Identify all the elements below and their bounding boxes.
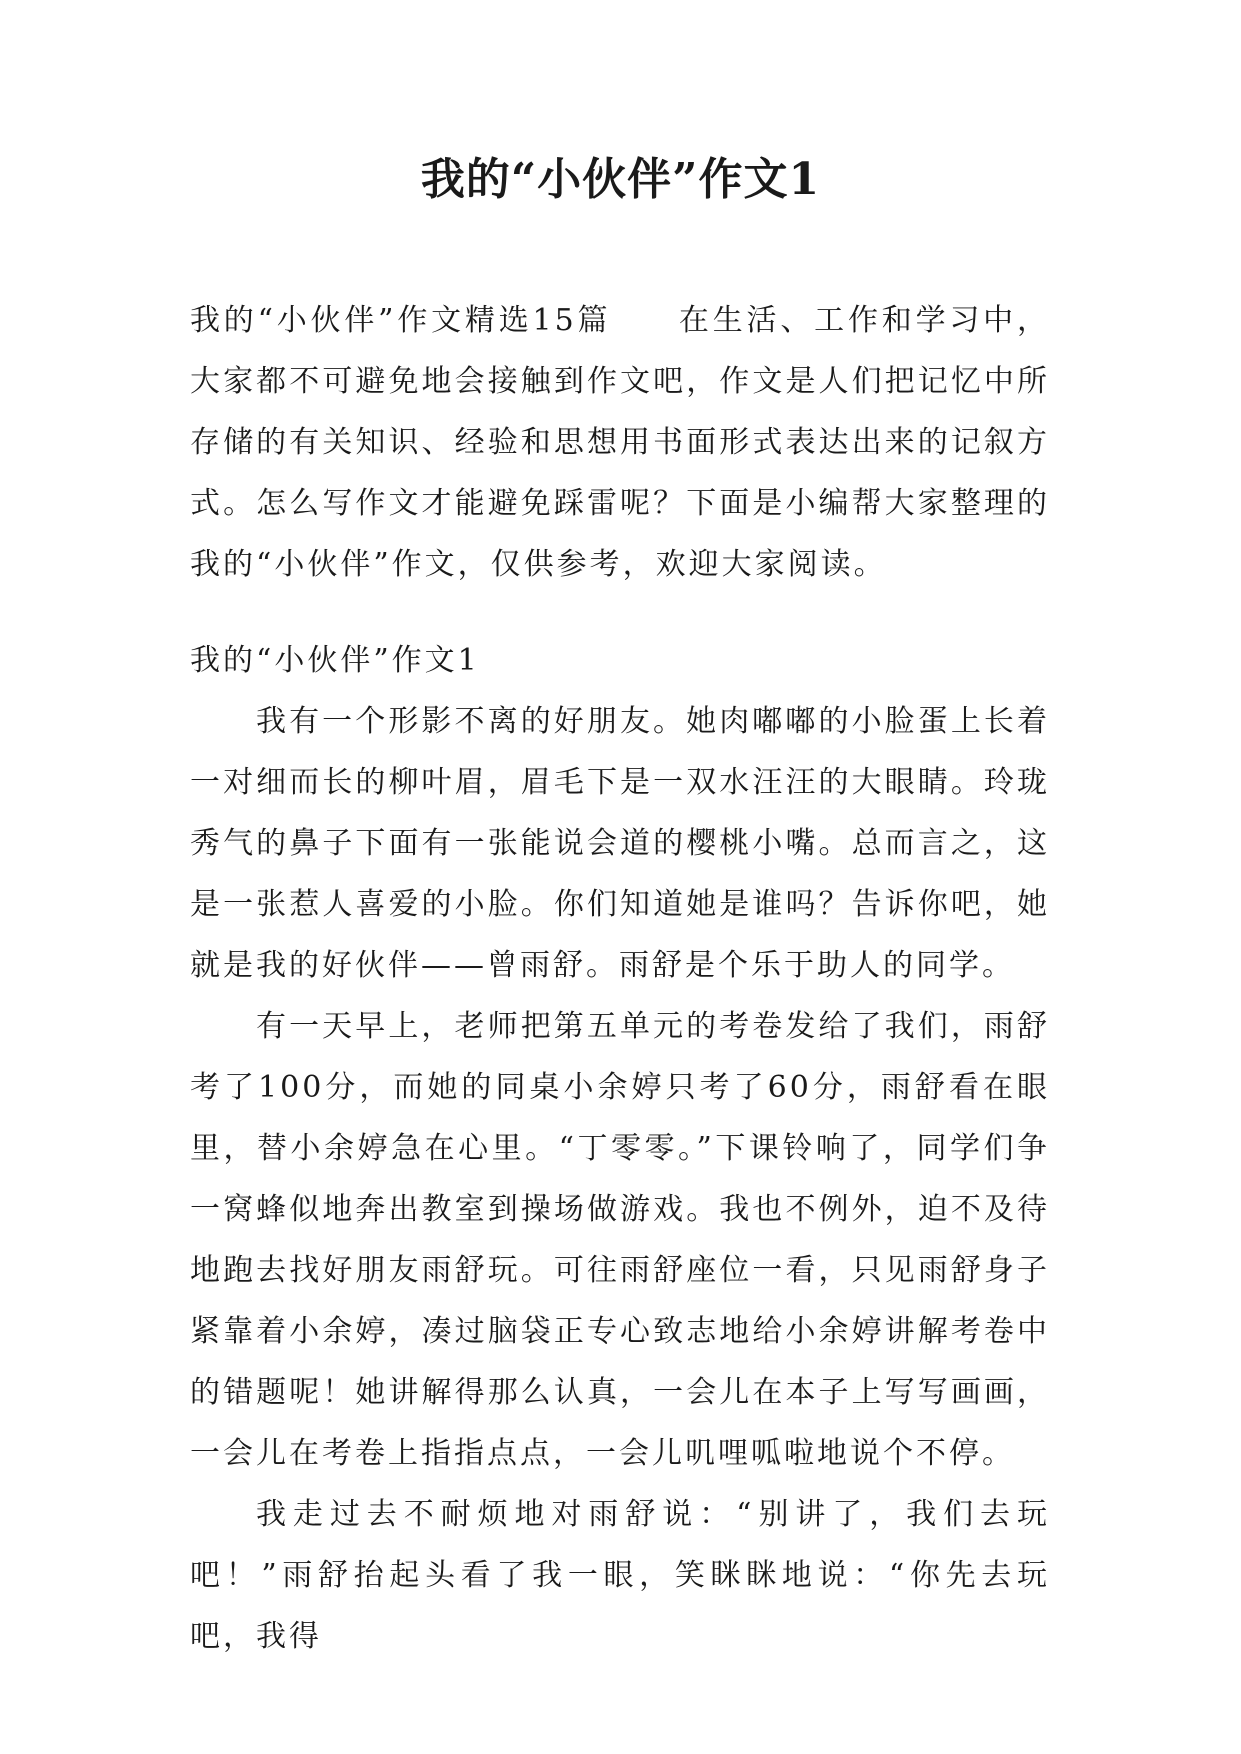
intro-block <box>190 290 1050 595</box>
essay-paragraph-3: 我走过去不耐烦地对雨舒说：“别讲了，我们去玩吧！”雨舒抬起头看了我一眼，笑眯眯地说：“你先去玩吧，我得 <box>190 1497 1050 1654</box>
essay-paragraph-2: 有一天早上，老师把第五单元的考卷发给了我们，雨舒考了100分，而她的同桌小余婷只考了60分，雨舒看在眼里，替小余婷急在心里。“丁零零。”下课铃响了，同学们争一窝蜂似地奔出教室到操场做游戏。我也不例外，迫不及待地跑去找好朋友雨舒玩。可往雨舒座位一看，只见雨舒身子紧靠着小余婷，凑过脑袋正专心致志地给小余婷讲解考卷中的错题呢！她讲解得那么认真，一会儿在本子上写写画画，一会儿在考卷上指指点点，一会儿叽哩呱啦地说个不停。 <box>190 1009 1050 1471</box>
essay-paragraph-1: 我有一个形影不离的好朋友。她肉嘟嘟的小脸蛋上长着一对细而长的柳叶眉，眉毛下是一双水汪汪的大眼睛。玲珑秀气的鼻子下面有一张能说会道的樱桃小嘴。总而言之，这是一张惹人喜爱的小脸。你们知道她是谁吗？告诉你吧，她就是我的好伙伴——曾雨舒。雨舒是个乐于助人的同学。 <box>190 704 1050 983</box>
essay-body <box>190 691 1050 1667</box>
document-title: 我的“小伙伴”作文1 <box>420 154 821 205</box>
intro-paragraph: 我的“小伙伴”作文精选15篇 在生活、工作和学习中，大家都不可避免地会接触到作文吧，作文是人们把记忆中所存储的有关知识、经验和思想用书面形式表达出来的记叙方式。怎么写作文才能避免踩雷呢？下面是小编帮大家整理的我的“小伙伴”作文，仅供参考，欢迎大家阅读。 <box>190 303 1050 582</box>
section-heading: 我的“小伙伴”作文1 <box>190 643 480 678</box>
